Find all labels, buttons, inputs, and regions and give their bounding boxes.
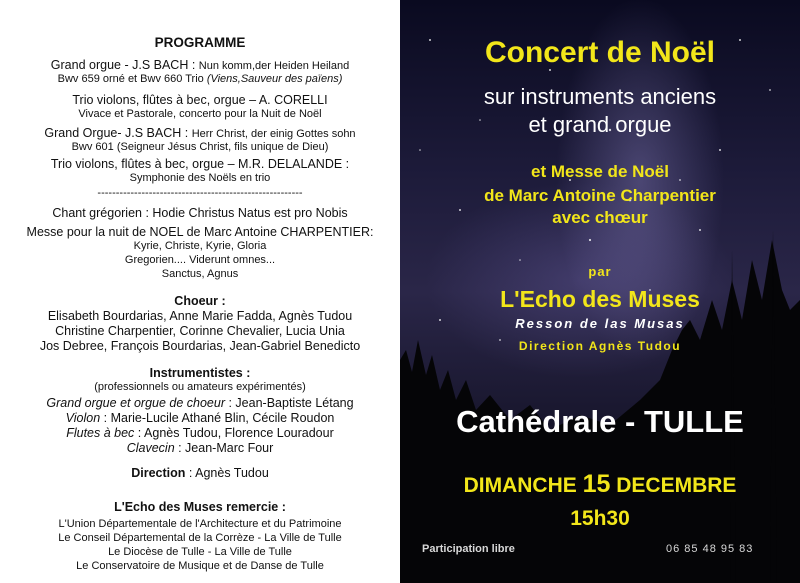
poster-messe-1: et Messe de Noël: [531, 162, 669, 181]
instru-line-3: [0, 426, 400, 440]
direction-label: Direction: [131, 466, 186, 480]
instru-line-1: [0, 396, 400, 410]
choeur-line-2: Christine Charpentier, Corinne Chevalier, Lucia Unia: [55, 324, 345, 338]
thanks-line-3: Le Diocèse de Tulle - La Ville de Tulle: [108, 546, 292, 558]
programme-item-4-detail: Symphonie des Noëls en trio: [129, 172, 271, 184]
programme-item-2-detail: Vivace et Pastorale, concerto pour la Nuit de Noël: [78, 108, 322, 120]
programme-title: PROGRAMME: [154, 35, 246, 50]
item-1-translation: (Viens,Sauveur des païens): [206, 73, 343, 85]
choeur-line-1: Elisabeth Bourdarias, Anne Marie Fadda, Agnès Tudou: [47, 309, 353, 323]
instru-names-1: : Jean-Baptiste Létang: [225, 396, 354, 410]
programme-item-1-detail: [0, 72, 400, 86]
poster-ensemble: L'Echo des Muses: [500, 286, 700, 312]
instru-names-3: : Agnès Tudou, Florence Louradour: [134, 426, 334, 440]
programme-item-2: Trio violons, flûtes à bec, orgue – A. CORELLI: [72, 93, 328, 107]
programme-item-3-detail: Bwv 601 (Seigneur Jésus Christ, fils unique de Dieu): [71, 141, 329, 153]
messe-line-2: Gregorien.... Viderunt omnes...: [124, 254, 276, 266]
instru-line-4: [0, 441, 400, 455]
item-1-bwv: Bwv 659 orné et Bwv 660 Trio: [57, 73, 207, 85]
instru-title: Instrumentistes :: [149, 366, 251, 380]
poster-phone: 06 85 48 95 83: [666, 543, 754, 555]
poster-time: 15h30: [570, 507, 630, 530]
date-day: 15: [582, 470, 611, 498]
programme-item-3: [0, 126, 400, 141]
thanks-line-4: Le Conservatoire de Musique et de Danse de Tulle: [76, 560, 324, 572]
choeur-line-3: Jos Debree, François Bourdarias, Jean-Gabriel Benedicto: [39, 339, 361, 353]
poster-subtitle-2: et grand orgue: [528, 112, 672, 137]
separator: --------------------------------------------------------: [97, 187, 303, 199]
poster-par: par: [588, 264, 612, 279]
item-1-work: Nun komm,der Heiden Heiland: [198, 60, 350, 72]
concert-poster: [400, 0, 800, 583]
choeur-title: Choeur :: [174, 294, 226, 308]
instru-names-4: : Jean-Marc Four: [174, 441, 274, 455]
messe-title: Messe pour la nuit de NOEL de Marc Antoine CHARPENTIER:: [26, 225, 374, 239]
instru-role-1: Grand orgue et orgue de choeur: [46, 396, 226, 410]
thanks-line-2: Le Conseil Départemental de la Corrèze - La Ville de Tulle: [58, 532, 342, 544]
poster-ensemble-sub: Resson de las Musas: [515, 316, 685, 331]
messe-line-1: Kyrie, Christe, Kyrie, Gloria: [133, 240, 267, 252]
poster-direction: Direction Agnès Tudou: [518, 339, 682, 353]
direction-line: [0, 466, 400, 480]
poster-venue: Cathédrale - TULLE: [456, 404, 744, 439]
thanks-line-1: L'Union Départementale de l'Architecture et du Patrimoine: [58, 518, 342, 530]
instru-role-3: Flutes à bec: [66, 426, 135, 440]
messe-line-3: Sanctus, Agnus: [161, 268, 239, 280]
poster-messe-3: avec chœur: [552, 208, 648, 227]
item-1-title: Grand orgue - J.S BACH :: [50, 58, 199, 72]
instru-sub: (professionnels ou amateurs expérimentés): [94, 381, 306, 393]
instru-line-2: [0, 411, 400, 425]
item-3-title: Grand Orgue- J.S BACH :: [44, 126, 192, 140]
date-month: DECEMBRE: [610, 474, 737, 497]
item-3-work: Herr Christ, der einig Gottes sohn: [191, 128, 356, 140]
instru-names-2: : Marie-Lucile Athané Blin, Cécile Roudon: [100, 411, 335, 425]
poster-messe-2: de Marc Antoine Charpentier: [484, 186, 716, 205]
direction-name: : Agnès Tudou: [185, 466, 269, 480]
instru-role-4: Clavecin: [126, 441, 175, 455]
poster-subtitle-1: sur instruments anciens: [483, 84, 717, 109]
poster-title: Concert de Noël: [484, 36, 716, 69]
date-weekday: DIMANCHE: [463, 474, 583, 497]
poster-date: [400, 470, 800, 499]
programme-item-4: Trio violons, flûtes à bec, orgue – M.R. DELALANDE :: [50, 157, 350, 171]
instru-role-2: Violon: [65, 411, 101, 425]
programme-item-1: [0, 58, 400, 73]
poster-participation: Participation libre: [422, 543, 515, 555]
chant-line: Chant grégorien : Hodie Christus Natus est pro Nobis: [52, 206, 348, 220]
thanks-title: L'Echo des Muses remercie :: [114, 500, 286, 514]
